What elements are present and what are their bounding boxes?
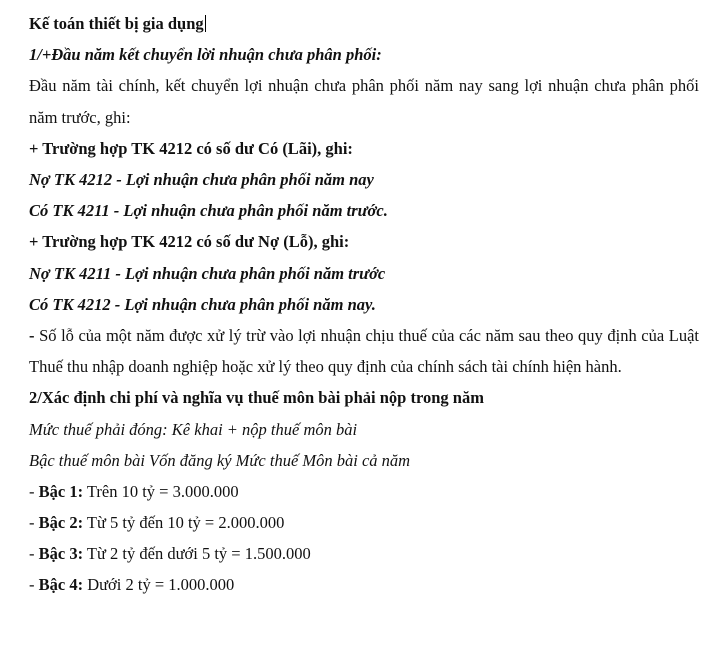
tier-dash: - <box>29 575 35 595</box>
note-dash: - <box>29 325 35 345</box>
tier-text: Từ 5 tỷ đến 10 tỷ = 2.000.000 <box>86 513 285 533</box>
document-title-line <box>29 8 699 39</box>
loss-handling-note <box>29 320 699 382</box>
tier-text: Dưới 2 tỷ = 1.000.000 <box>87 575 235 595</box>
section2-heading: 2/Xác định chi phí và nghĩa vụ thuế môn bài phải nộp trong năm <box>29 388 484 408</box>
tier-line-3 <box>29 538 699 569</box>
note-text: Số lỗ của một năm được xử lý trừ vào lợi nhuận chịu thuế của các năm sau theo quy định của Luật Thuế thu nhập doanh nghiệp hoặc xử lý theo quy định của chính sách tài chính hiện hành. <box>29 325 699 377</box>
tier-dash: - <box>29 544 35 564</box>
tax-rate-line: Mức thuế phải đóng: Kê khai + nộp thuế môn bài <box>29 419 358 439</box>
tier-label: Bậc 3: <box>38 544 84 564</box>
tier-dash: - <box>29 513 35 533</box>
case-profit-heading: + Trường hợp TK 4212 có số dư Có (Lãi), ghi: <box>29 138 353 158</box>
text-cursor <box>205 15 206 32</box>
document-body[interactable] <box>29 8 699 601</box>
section1-intro: Đầu năm tài chính, kết chuyển lợi nhuận chưa phân phối năm nay sang lợi nhuận chưa phân phối năm trước, ghi: <box>29 76 699 127</box>
tier-line-1 <box>29 476 699 507</box>
case-loss-heading: + Trường hợp TK 4212 có số dư Nợ (Lỗ), ghi: <box>29 232 350 252</box>
tier-line-4 <box>29 569 699 600</box>
tier-line-2 <box>29 507 699 538</box>
document-title: Kế toán thiết bị gia dụng <box>29 14 204 33</box>
case-loss-credit-entry: Có TK 4212 - Lợi nhuận chưa phân phối năm nay. <box>29 294 376 314</box>
tier-label: Bậc 4: <box>38 575 84 595</box>
tier-text: Từ 2 tỷ đến dưới 5 tỷ = 1.500.000 <box>86 544 311 564</box>
case-profit-debit-entry: Nợ TK 4212 - Lợi nhuận chưa phân phối năm nay <box>29 169 374 189</box>
case-loss-debit-entry: Nợ TK 4211 - Lợi nhuận chưa phân phối năm trước <box>29 263 386 283</box>
tier-dash: - <box>29 481 35 501</box>
tax-table-header-line: Bậc thuế môn bài Vốn đăng ký Mức thuế Môn bài cả năm <box>29 450 411 470</box>
tier-label: Bậc 1: <box>38 481 84 501</box>
case-profit-credit-entry: Có TK 4211 - Lợi nhuận chưa phân phối năm trước. <box>29 201 388 221</box>
tier-text: Trên 10 tỷ = 3.000.000 <box>86 481 239 501</box>
tier-label: Bậc 2: <box>38 513 84 533</box>
section1-heading: 1/+Đầu năm kết chuyển lời nhuận chưa phân phối: <box>29 45 382 65</box>
